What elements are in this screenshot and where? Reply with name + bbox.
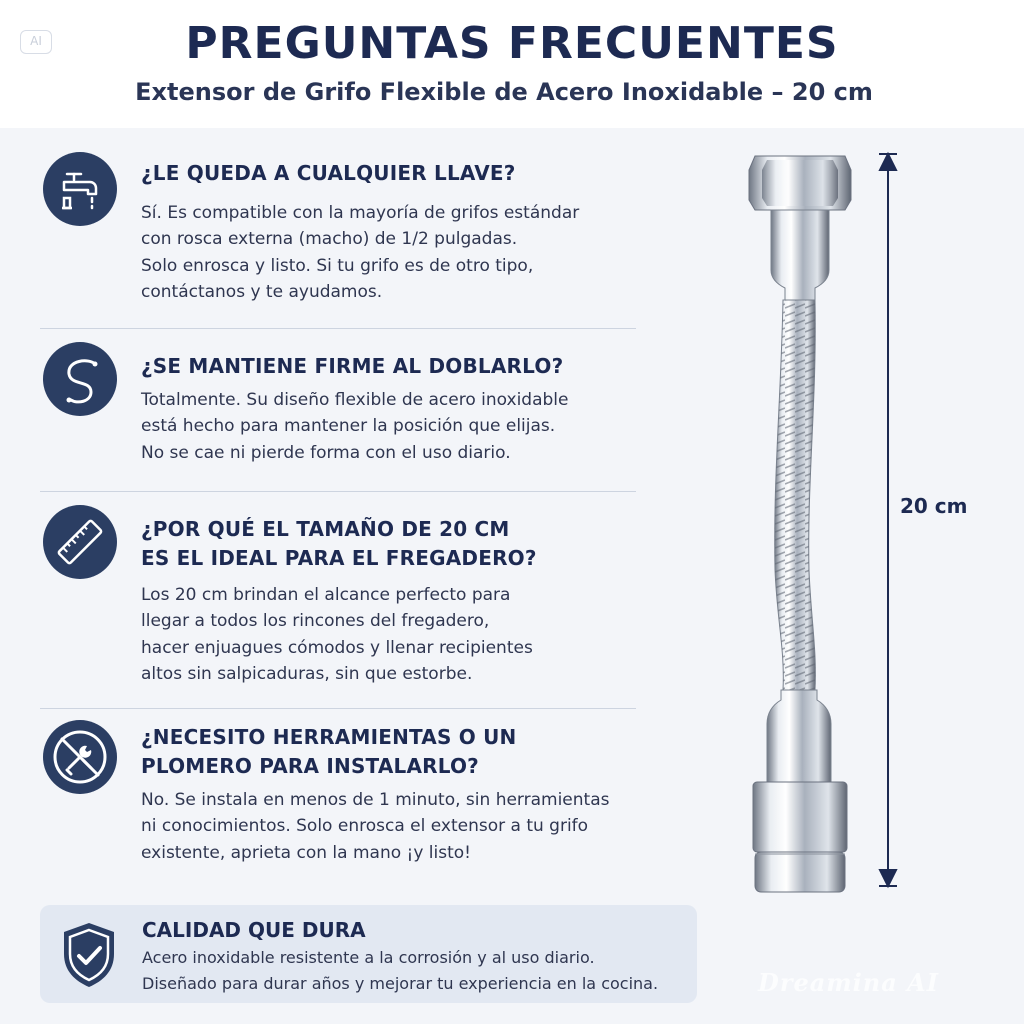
faq-question-line: ¿NECESITO HERRAMIENTAS O UN	[141, 725, 517, 749]
header	[0, 0, 1024, 128]
faq-answer-line: altos sin salpicaduras, sin que estorbe.	[141, 663, 473, 684]
faq-question-line: ¿POR QUÉ EL TAMAÑO DE 20 CM	[141, 517, 510, 541]
faucet-icon	[43, 152, 117, 226]
faq-answer-line: No. Se instala en menos de 1 minuto, sin herramientas	[141, 790, 610, 810]
faq-answer-line: con rosca externa (macho) de 1/2 pulgadas.	[141, 229, 518, 250]
faq-answer-2	[141, 387, 568, 466]
faq-question-1	[141, 159, 516, 188]
faq-answer-line: ni conocimientos. Solo enrosca el extensor a tu grifo	[141, 816, 589, 837]
faq-question-line: PLOMERO PARA INSTALARLO?	[141, 754, 479, 778]
faq-answer-line: Solo enrosca y listo. Si tu grifo es de otro tipo,	[141, 255, 534, 276]
ai-badge: AI	[20, 30, 52, 54]
watermark: Dreamina AI	[758, 968, 939, 997]
faq-answer-line: No se cae ni pierde forma con el uso diario.	[141, 442, 511, 463]
faq-question-3	[141, 515, 537, 573]
faq-question-line: ES EL IDEAL PARA EL FREGADERO?	[141, 546, 537, 570]
ruler-icon	[43, 505, 117, 579]
divider	[40, 328, 636, 329]
quality-text	[142, 945, 658, 997]
faq-answer-4	[141, 787, 609, 866]
faq-answer-line: hacer enjuagues cómodos y llenar recipientes	[141, 637, 533, 658]
quality-line: Acero inoxidable resistente a la corrosión y al uso diario.	[142, 948, 595, 967]
page-subtitle: Extensor de Grifo Flexible de Acero Inoxidable – 20 cm	[135, 78, 873, 106]
dimension-arrow	[870, 150, 906, 890]
no-tools-icon	[43, 720, 117, 794]
faq-answer-line: Totalmente. Su diseño flexible de acero inoxidable	[141, 390, 569, 410]
faq-question-4	[141, 723, 517, 781]
shield-check-icon	[58, 920, 120, 990]
faq-answer-line: llegar a todos los rincones del fregadero,	[141, 611, 490, 632]
divider	[40, 491, 636, 492]
faq-question-line: ¿SE MANTIENE FIRME AL DOBLARLO?	[141, 354, 564, 378]
flexible-hose-icon	[43, 342, 117, 416]
page-title: PREGUNTAS FRECUENTES	[185, 18, 839, 69]
faq-answer-line: Los 20 cm brindan el alcance perfecto para	[141, 585, 511, 605]
faq-question-line: ¿LE QUEDA A CUALQUIER LLAVE?	[141, 161, 516, 185]
quality-line: Diseñado para durar años y mejorar tu experiencia en la cocina.	[142, 974, 659, 993]
divider	[40, 708, 636, 709]
faq-answer-line: está hecho para mantener la posición que elijas.	[141, 416, 556, 437]
faq-question-2	[141, 352, 563, 381]
quality-title: CALIDAD QUE DURA	[142, 918, 366, 942]
faq-answer-3	[141, 582, 533, 687]
faq-answer-line: Sí. Es compatible con la mayoría de grifos estándar	[141, 203, 580, 223]
faq-answer-line: contáctanos y te ayudamos.	[141, 281, 383, 302]
dimension-label: 20 cm	[900, 494, 968, 518]
faq-answer-line: existente, aprieta con la mano ¡y listo!	[141, 842, 471, 863]
faucet-extender-image	[745, 150, 855, 910]
faq-answer-1	[141, 200, 579, 305]
